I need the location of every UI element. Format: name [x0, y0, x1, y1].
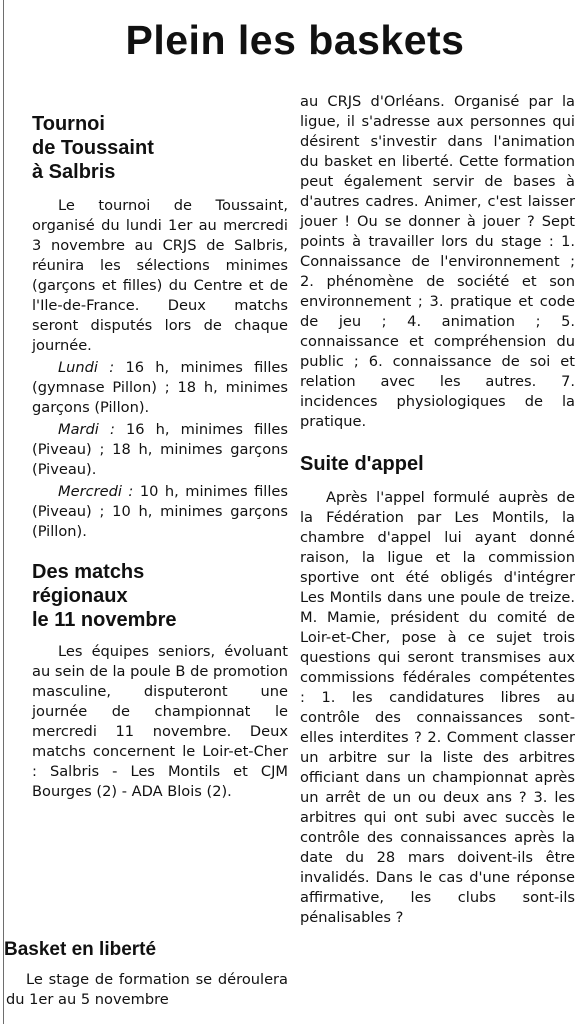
basket-liberte-title: Basket en liberté: [4, 939, 157, 960]
right-column: [300, 92, 575, 928]
schedule-monday: [32, 358, 288, 418]
tournoi-title-line3: à Salbris: [32, 161, 116, 183]
tournoi-title: [32, 112, 288, 184]
schedule-wednesday: [32, 482, 288, 542]
tournoi-schedule: [32, 358, 288, 542]
schedule-day: Mardi :: [58, 421, 115, 438]
schedule-tuesday: [32, 420, 288, 480]
matchs-body: Les équipes seniors, évoluant au sein de la poule B de promotion masculine, disputeront une journée de championnat le mercredi 11 novembre. Deux matchs concernent le Loir-et-Cher : Salbris - Les Montils et CJM Bourges (2) - ADA Blois (2).: [32, 643, 288, 800]
tournoi-title-line2: de Toussaint: [32, 137, 154, 159]
tournoi-intro: Le tournoi de Toussaint, organisé du lundi 1er au mercredi 3 novembre au CRJS de Salbris, réunira les sélections minimes (garçons et filles) du Centre et de l'Ile-de-France. Deux matchs seront disputés lors de chaque journée.: [32, 197, 288, 354]
tournoi-title-line1: Tournoi: [32, 113, 105, 135]
schedule-text: 16 h, minimes filles (Piveau) ; 18 h, minimes garçons (Piveau).: [32, 421, 288, 478]
matchs-title-line2: régionaux: [32, 585, 128, 607]
basket-liberte-continued: au CRJS d'Orléans. Organisé par la ligue, il s'adresse aux personnes qui désirent s'investir dans l'animation du basket en liberté. Cette formation peut également servir de bases à d'autres cadres. Animer, c'est laisser jouer ! Ou se donner à jouer ? Sept points à travailler lors du stage : 1. Connaissance de l'environnement ; 2. phénomène de société et son environnement ; 3. pratique et code de jeu ; 4. animation ; 5. connaissance et compréhension du public ; 6. connaissance de soi et relation avec les autres. 7. incidences physiologiques de la pratique.: [300, 93, 575, 430]
suite-appel-body: Après l'appel formulé auprès de la Fédération par Les Montils, la chambre d'appel lui ayant donné raison, la ligue et la commission sportive ont été obligés d'intégrer Les Montils dans une poule de treize. M. Mamie, président du comité de Loir-et-Cher, pose à ce sujet trois questions qui seront transmises aux commissions fédérales compétentes : 1. les candidatures libres au contrôle des connaissances sont-elles interdites ? 2. Comment classer un arbitre sur la liste des arbitres officiant dans un championnat après un arrêt de un ou deux ans ? 3. les arbitres qui ont subi avec succès le contrôle des connaissances après la date du 28 mars doivent-ils être invalidés. Dans le cas d'une réponse affirmative, les clubs sont-ils pénalisables ?: [300, 489, 575, 926]
matchs-title-line1: Des matchs: [32, 561, 145, 583]
basket-liberte-start: Le stage de formation se déroulera du 1er au 5 novembre: [6, 971, 288, 1008]
matchs-title: [32, 560, 288, 632]
left-column: [32, 112, 288, 802]
schedule-day: Lundi :: [58, 359, 115, 376]
matchs-title-line3: le 11 novembre: [32, 609, 177, 631]
schedule-text: 16 h, minimes filles (gymnase Pillon) ; 18 h, minimes garçons (Pillon).: [32, 359, 288, 416]
schedule-text: 10 h, minimes filles (Piveau) ; 10 h, minimes garçons (Pillon).: [32, 483, 289, 540]
schedule-day: Mercredi :: [58, 483, 134, 500]
page-headline: Plein les baskets: [125, 17, 465, 63]
column-rule: [3, 0, 4, 1024]
suite-appel-title: Suite d'appel: [300, 453, 424, 475]
